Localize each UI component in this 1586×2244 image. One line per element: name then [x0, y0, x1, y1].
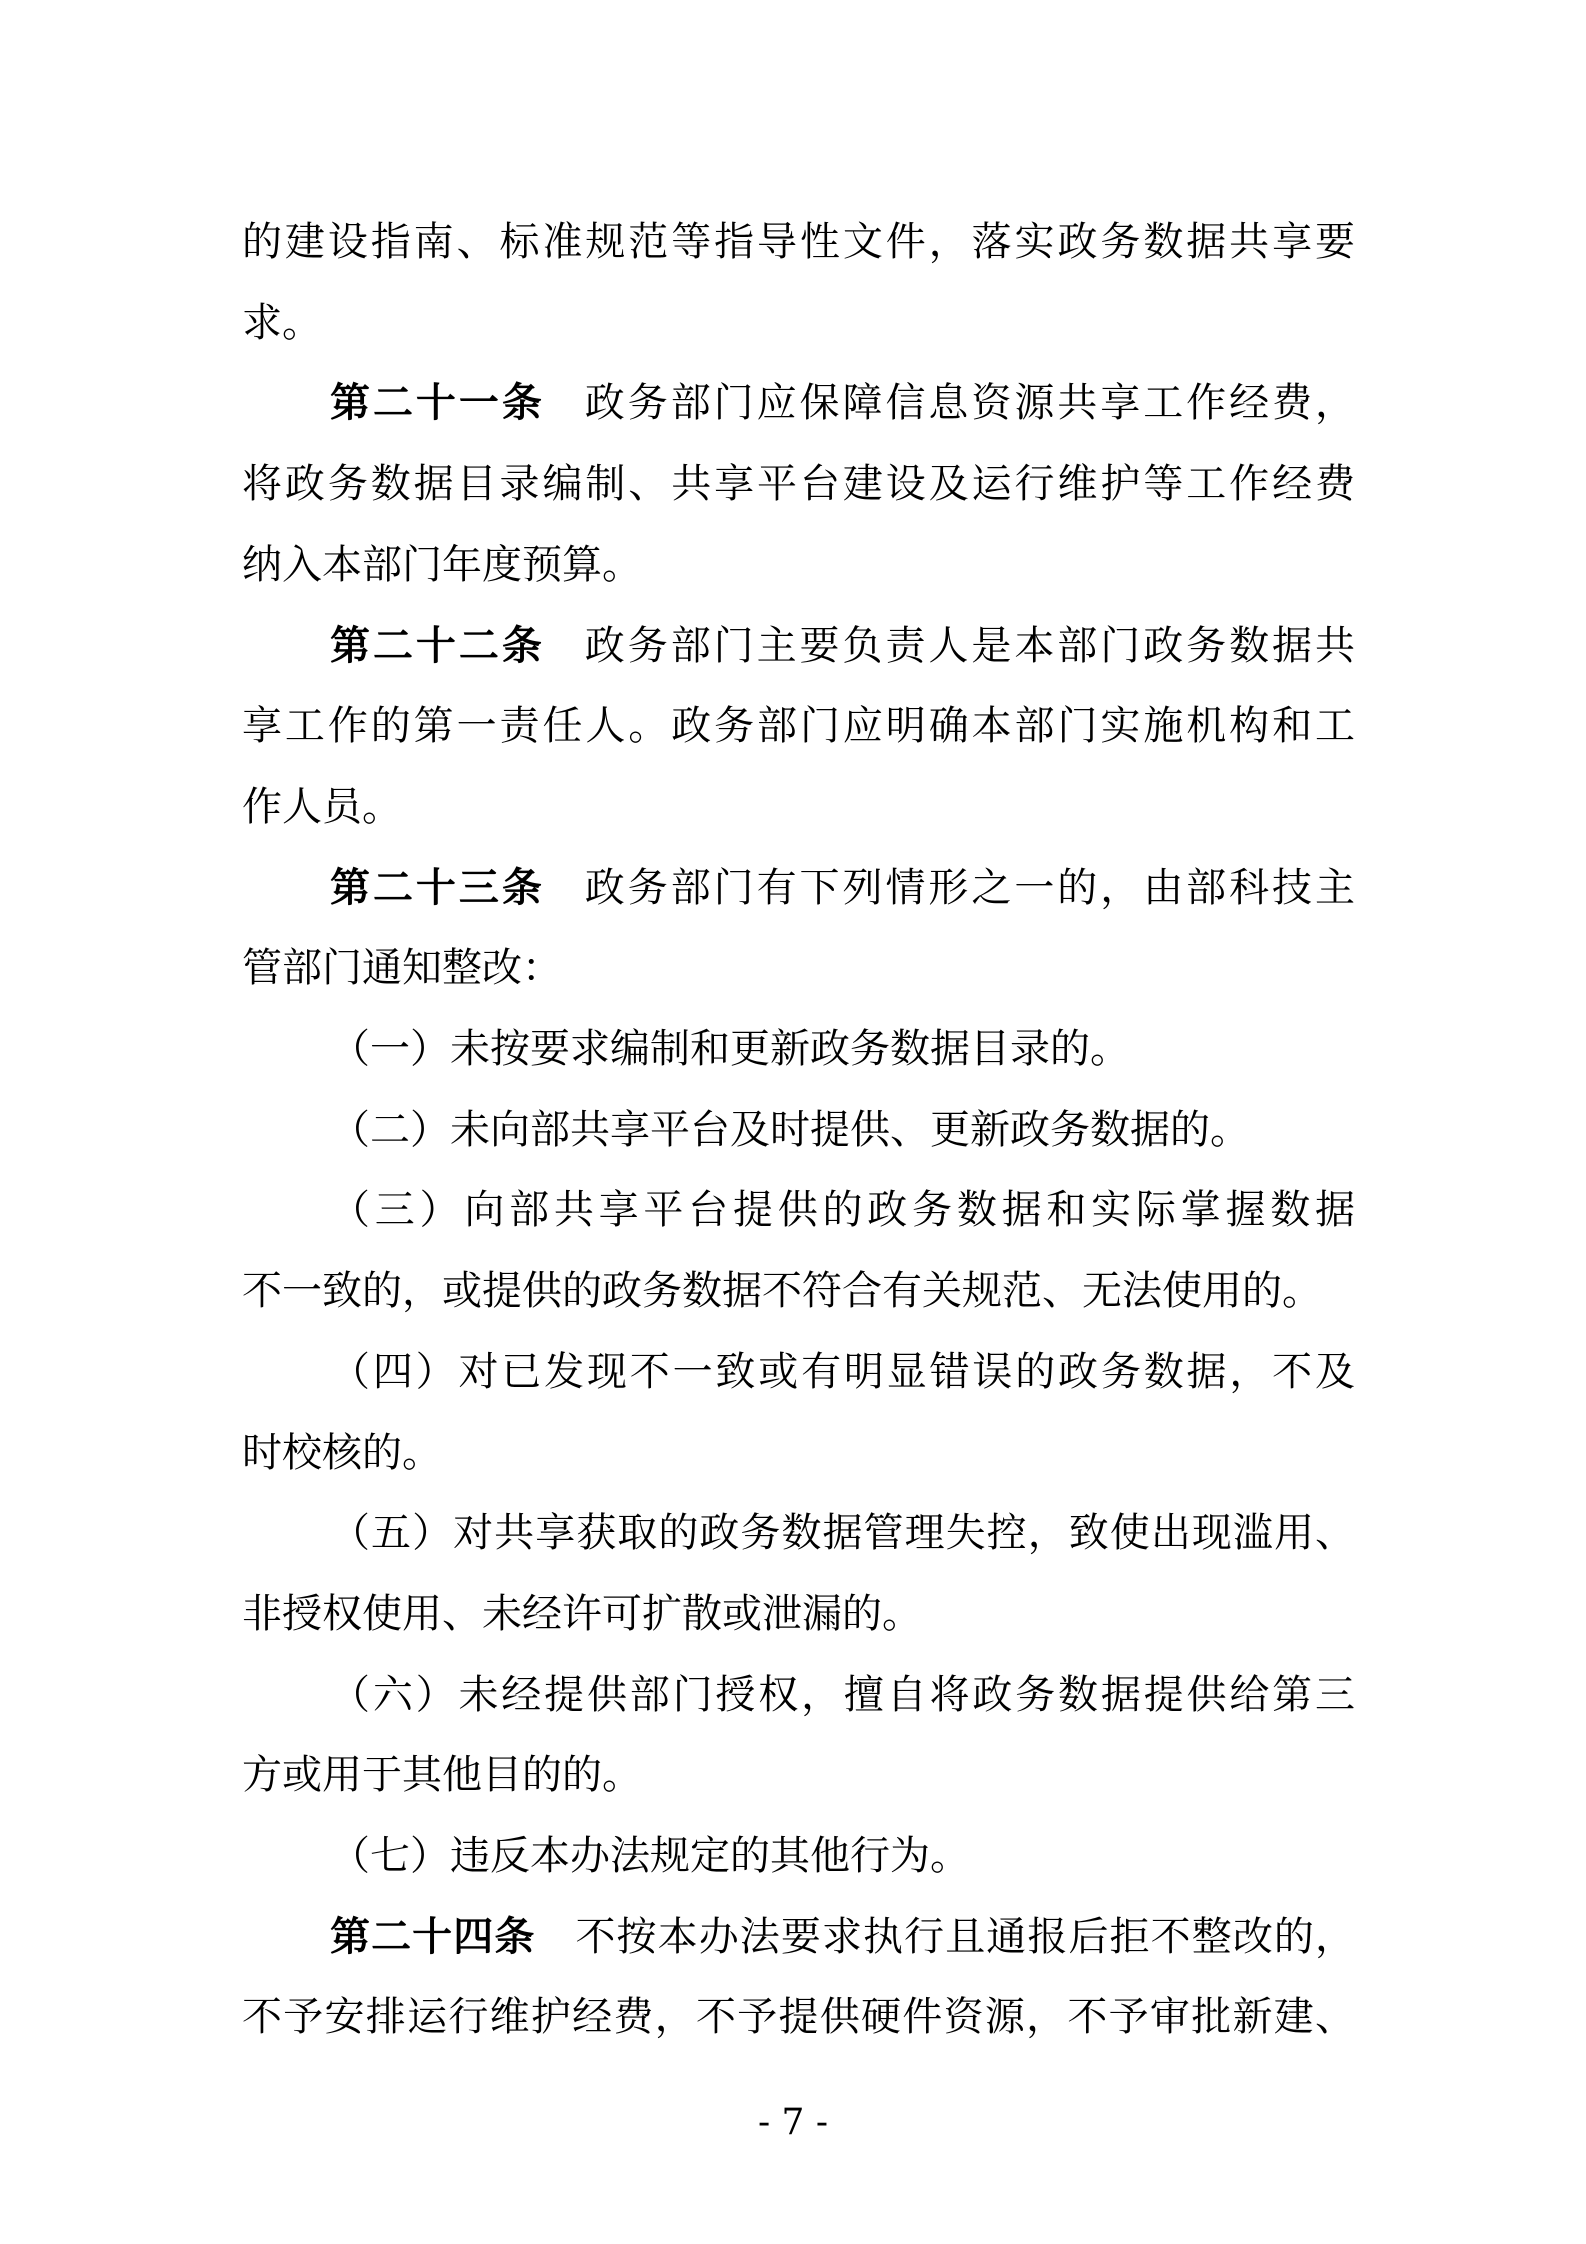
paragraph-line — [242, 700, 1355, 752]
line-text: 政务部门有下列情形之一的，由部科技主 — [584, 864, 1356, 911]
paragraph-first-line — [330, 1507, 1355, 1559]
line-text: 将政务数据目录编制、共享平台建设及运行维护等工作经费 — [242, 461, 1355, 508]
article-heading: 第二十四条 — [330, 1912, 536, 1960]
paragraph-first-line — [330, 1184, 1355, 1236]
line-text: （二）未向部共享平台及时提供、更新政务数据的。 — [330, 1106, 1250, 1153]
line-text: （五）对共享获取的政务数据管理失控，致使出现滥用、 — [330, 1510, 1355, 1557]
paragraph-line — [242, 1749, 1355, 1801]
line-text: 政务部门应保障信息资源共享工作经费， — [584, 380, 1356, 427]
line-text: 作人员。 — [242, 783, 402, 830]
line-text: （六）未经提供部门授权，擅自将政务数据提供给第三 — [330, 1671, 1355, 1718]
paragraph-line — [242, 942, 1355, 994]
paragraph-line — [242, 297, 1355, 349]
paragraph-line — [242, 1427, 1355, 1479]
paragraph-first-line — [330, 1346, 1355, 1398]
paragraph-first-line — [330, 1911, 1355, 1963]
line-text: 享工作的第一责任人。政务部门应明确本部门实施机构和工 — [242, 703, 1355, 750]
line-text: （三）向部共享平台提供的政务数据和实际掌握数据 — [330, 1187, 1355, 1234]
line-text: 的建设指南、标准规范等指导性文件，落实政务数据共享要 — [242, 219, 1355, 265]
paragraph-line — [242, 1588, 1355, 1640]
article-heading: 第二十二条 — [330, 621, 545, 669]
paragraph-line — [242, 1265, 1355, 1317]
paragraph-first-line — [330, 1669, 1355, 1721]
line-text: 时校核的。 — [242, 1429, 442, 1476]
paragraph-first-line — [330, 862, 1355, 914]
line-text: 方或用于其他目的的。 — [242, 1752, 642, 1799]
paragraph-first-line — [330, 1830, 1355, 1882]
paragraph-first-line — [330, 377, 1355, 429]
page-number: - 7 - — [757, 2102, 829, 2143]
paragraph-line — [242, 539, 1355, 591]
article-heading: 第二十三条 — [330, 863, 545, 911]
line-text: 管部门通知整改： — [242, 945, 562, 992]
line-text: 不一致的，或提供的政务数据不符合有关规范、无法使用的。 — [242, 1268, 1322, 1315]
paragraph-first-line — [330, 1023, 1355, 1075]
article-heading: 第二十一条 — [330, 379, 545, 427]
paragraph-line — [242, 781, 1355, 833]
paragraph-first-line — [330, 620, 1355, 672]
paragraph-line — [242, 458, 1355, 510]
line-text: 政务部门主要负责人是本部门政务数据共 — [584, 622, 1356, 669]
line-text: （四）对已发现不一致或有明显错误的政务数据，不及 — [330, 1348, 1355, 1395]
line-text: 非授权使用、未经许可扩散或泄漏的。 — [242, 1590, 922, 1637]
paragraph-first-line — [330, 1104, 1355, 1156]
line-text: （一）未按要求编制和更新政务数据目录的。 — [330, 1026, 1130, 1072]
paragraph-line — [242, 1991, 1355, 2043]
line-text: （七）违反本办法规定的其他行为。 — [330, 1833, 970, 1879]
paragraph-first-line — [242, 216, 1355, 268]
line-text: 不予安排运行维护经费，不予提供硬件资源，不予审批新建、 — [242, 1994, 1355, 2041]
line-text: 求。 — [242, 299, 322, 346]
line-text: 纳入本部门年度预算。 — [242, 541, 642, 588]
line-text: 不按本办法要求执行且通报后拒不整改的， — [575, 1913, 1356, 1960]
